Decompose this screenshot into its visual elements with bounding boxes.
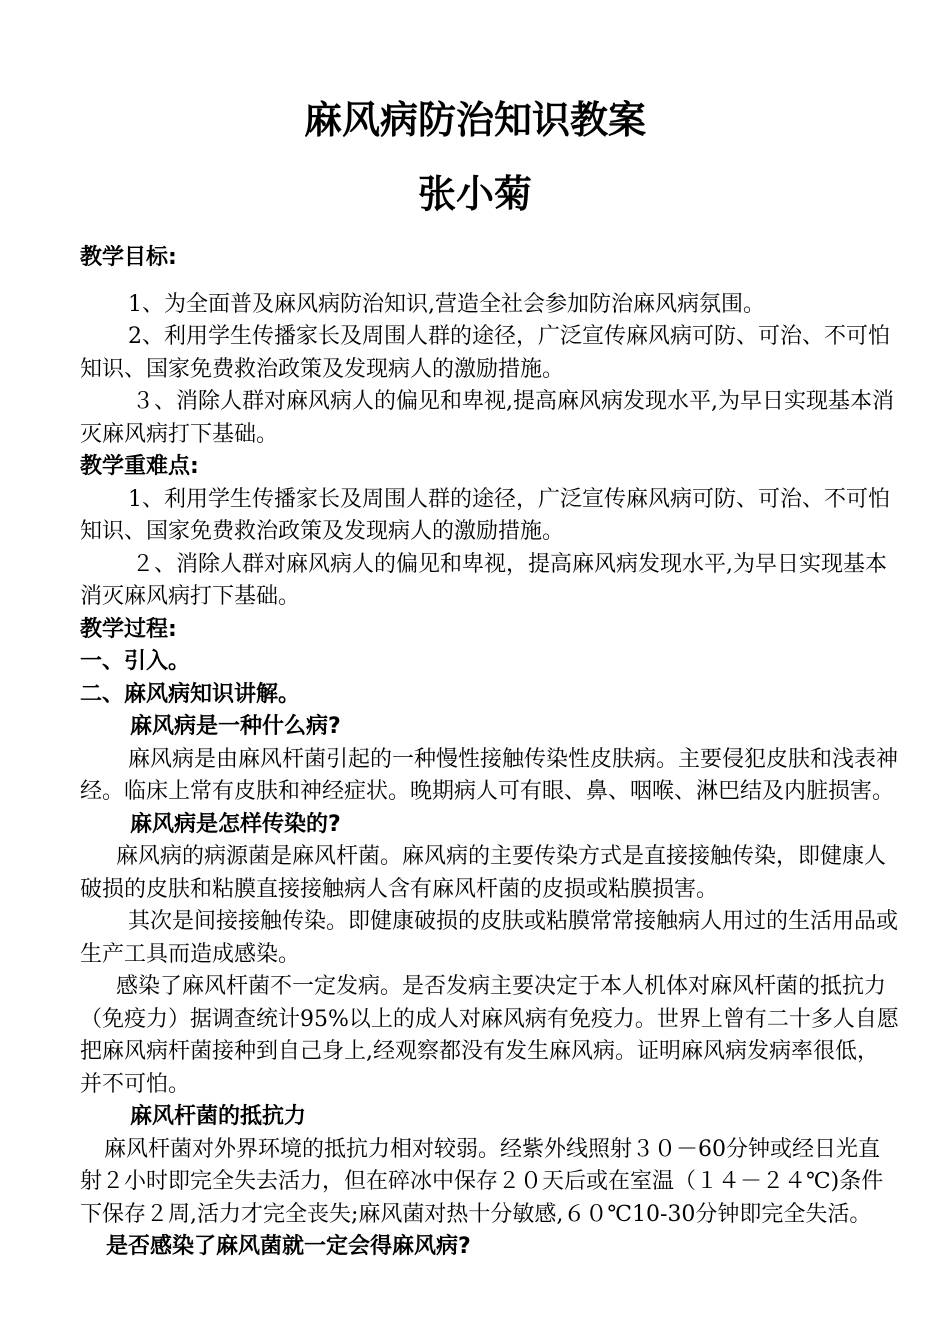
answer-paragraph: 麻风病的病源菌是麻风杆菌。麻风病的主要传染方式是直接接触传染，即健康人破损的皮肤和粘膜直接接触病人含有麻风杆菌的皮损或粘膜损害。	[80, 844, 887, 902]
key-points-heading: 教学重难点:	[80, 454, 199, 479]
question-heading: 麻风杆菌的抵抗力	[130, 1104, 307, 1129]
answer-paragraph: 感染了麻风杆菌不一定发病。是否发病主要决定于本人机体对麻风杆菌的抵抗力（免疫力）据调查统计95%以上的成人对麻风病有免疫力。世界上曾有二十多人自愿把麻风病杆菌接种到自己身上,经观察都没有发生麻风病。证明麻风病发病率很低，并不可怕。	[80, 974, 899, 1097]
goal-item: 2、利用学生传播家长及周围人群的途径，广泛宣传麻风病可防、可治、不可怕知识、国家免费救治政策及发现病人的激励措施。	[80, 324, 890, 382]
question-heading: 是否感染了麻风菌就一定会得麻风病?	[106, 1234, 471, 1259]
question-heading: 麻风病是一种什么病?	[130, 714, 341, 739]
key-point-item: ２、消除人群对麻风病人的偏见和卑视，提高麻风病发现水平,为早日实现基本消灭麻风病打下基础。	[80, 551, 887, 609]
process-step-intro: 一、引入。	[80, 649, 191, 674]
answer-paragraph: 麻风杆菌对外界环境的抵抗力相对较弱。经紫外线照射３０－60分钟或经日光直射２小时即完全失去活力，但在碎冰中保存２０天后或在室温（１４－２４℃)条件下保存２周,活力才完全丧失;麻风菌对热十分敏感,６０℃10-30分钟即完全失活。	[80, 1136, 884, 1227]
document-body	[80, 242, 900, 1264]
goal-item: ３、消除人群对麻风病人的偏见和卑视,提高麻风病发现水平,为早日实现基本消灭麻风病打下基础。	[80, 389, 894, 447]
process-heading: 教学过程:	[80, 616, 177, 642]
answer-paragraph: 其次是间接接触传染。即健康破损的皮肤或粘膜常常接触病人用过的生活用品或生产工具而造成感染。	[80, 909, 899, 967]
document-author: 张小菊	[417, 172, 532, 216]
question-heading: 麻风病是怎样传染的?	[130, 811, 341, 837]
goals-heading: 教学目标:	[80, 245, 177, 270]
document-title: 麻风病防治知识教案	[303, 98, 646, 142]
goal-item: 1、为全面普及麻风病防治知识,营造全社会参加防治麻风病氛围。	[128, 291, 765, 317]
key-point-item: 1、利用学生传播家长及周围人群的途径，广泛宣传麻风病可防、可治、不可怕知识、国家免费救治政策及发现病人的激励措施。	[80, 486, 890, 544]
answer-paragraph: 麻风病是由麻风杆菌引起的一种慢性接触传染性皮肤病。主要侵犯皮肤和浅表神经。临床上常有皮肤和神经症状。晚期病人可有眼、鼻、咽喉、淋巴结及内脏损害。	[80, 746, 899, 804]
process-step-knowledge: 二、麻风病知识讲解。	[80, 681, 301, 707]
